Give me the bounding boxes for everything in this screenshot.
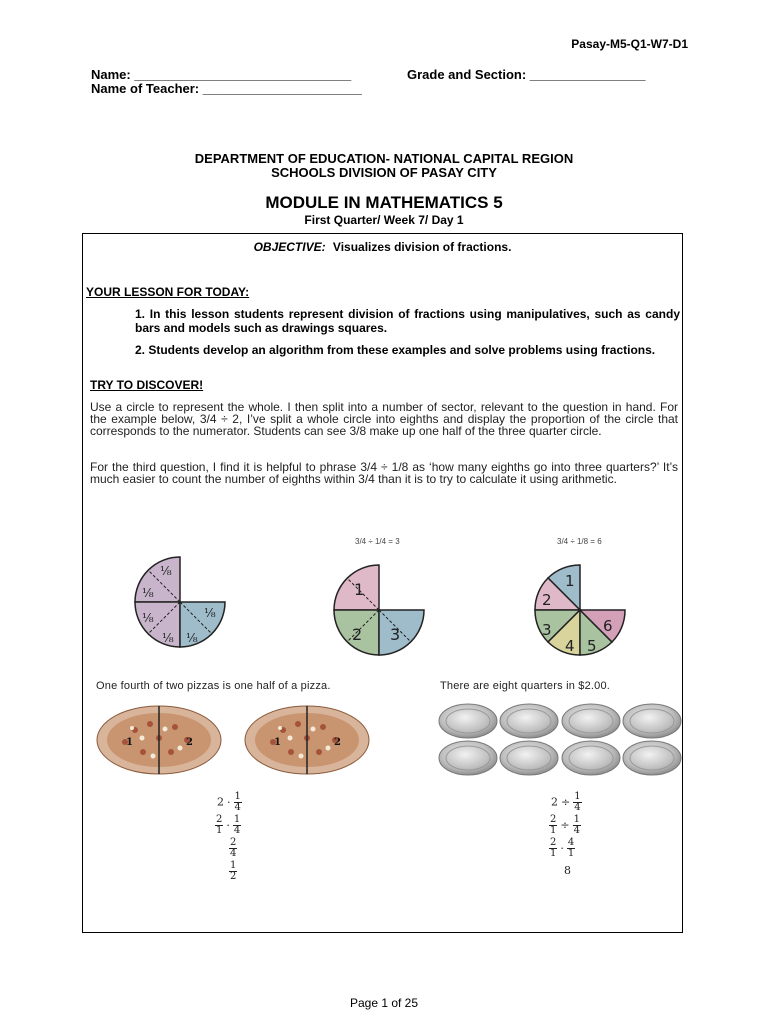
name-field[interactable]: Name: ______________________________ [91,67,352,82]
denominator: 1 [216,825,223,836]
objective-text: Visualizes division of fractions. [332,240,512,254]
denominator: 4 [233,825,241,836]
left-step-2-fraction-a [215,815,223,836]
circle2-equation: 3/4 ÷ 1/4 = 3 [355,537,400,546]
module-subtitle: First Quarter/ Week 7/ Day 1 [304,213,464,227]
sector-label-1: 1 [565,572,575,590]
right-step-2-fraction-b [573,815,581,836]
eighth-label-3: ⅛ [142,611,154,625]
eighth-label-2: ⅛ [142,586,154,600]
coin-row-bottom [439,741,681,775]
six-eighths-circle [535,565,625,655]
pizzas-figure [95,700,375,780]
right-step-3-operator: · [560,841,564,855]
grade-section-field[interactable]: Grade and Section: ________________ [407,67,646,82]
denominator: 1 [567,848,575,859]
denominator: 1 [550,825,557,836]
left-step-4-fraction [229,861,237,882]
department-heading: DEPARTMENT OF EDUCATION- NATIONAL CAPITAL REGION [194,151,574,166]
numerator: 2 [216,814,223,825]
right-step-2-operator: ÷ [560,818,570,832]
fraction-circles-figure [120,540,660,665]
pizza-right-half-2: 2 [334,737,341,748]
numerator: 1 [234,791,241,802]
right-step-2 [549,815,581,836]
discover-paragraph-2: For the third question, I find it is helpful to phrase 3/4 ÷ 1/8 as ‘how many eighths go into three quarters?’ It’s much easier to count the number of eighths within 3/4 than it is to try to calculate it using arithmetic. [90,460,678,486]
left-step-3 [229,838,237,859]
numerator: 2 [550,814,557,825]
left-step-3-fraction [229,838,237,859]
sector-label-5: 5 [587,637,597,655]
eighth-label-1: ⅛ [160,564,172,578]
discover-heading: TRY TO DISCOVER! [90,378,204,392]
pizza-left-half-2: 2 [186,737,193,748]
numerator: 1 [233,814,241,825]
circle3-equation: 3/4 ÷ 1/8 = 6 [557,537,602,546]
quarters-coins-figure [438,702,683,778]
numerator: 2 [230,837,237,848]
right-step-1-whole: 2 [551,795,558,809]
quarter-label-1: 1 [354,580,365,599]
quarter-label-2: 2 [352,625,363,644]
teacher-field[interactable]: Name of Teacher: ______________________ [91,81,362,96]
numerator: 1 [574,791,581,802]
division-heading: SCHOOLS DIVISION OF PASAY CITY [271,165,497,180]
numerator: 4 [567,837,575,848]
objective-line [82,240,683,254]
left-step-1-whole: 2 [217,795,224,809]
denominator: 4 [230,848,237,859]
pizza-right [245,706,369,774]
eighth-label-4: ⅛ [162,631,174,645]
eighth-label-6: ⅛ [204,606,216,620]
numerator: 1 [573,814,580,825]
lesson-heading: YOUR LESSON FOR TODAY: [86,285,250,299]
lesson-item-1: 1. In this lesson students represent division of fractions using manipulatives, such as candy bars and models such as drawings squares. [135,307,680,335]
right-step-2-fraction-a [549,815,557,836]
left-step-4 [229,861,237,882]
eighths-circle [135,557,225,647]
left-step-2-operator: · [226,818,230,832]
denominator: 4 [573,825,580,836]
sector-label-4: 4 [565,637,575,655]
coins-caption: There are eight quarters in $2.00. [440,680,611,692]
right-step-3-fraction-a [549,838,557,859]
left-step-1 [217,792,242,813]
pizza-left-half-1: 1 [126,737,133,748]
coin-row-top [439,704,681,738]
left-step-1-operator: · [227,795,231,809]
quarter-label-3: 3 [390,625,401,644]
lesson-item-2: 2. Students develop an algorithm from these examples and solve problems using fractions. [135,343,656,357]
denominator: 4 [234,802,241,813]
sector-label-6: 6 [603,617,613,635]
denominator: 2 [230,871,237,882]
eighth-label-5: ⅛ [186,631,198,645]
document-code: Pasay-M5-Q1-W7-D1 [571,37,688,51]
quarters-circle [334,565,424,655]
numerator: 2 [550,837,557,848]
sector-label-2: 2 [542,591,552,609]
sector-label-3: 3 [542,621,552,639]
pizza-left [97,706,221,774]
module-title: MODULE IN MATHEMATICS 5 [265,193,503,212]
pizza-right-half-1: 1 [274,737,281,748]
numerator: 1 [230,860,237,871]
denominator: 4 [574,802,581,813]
right-step-1-fraction [573,792,581,813]
right-step-3 [549,838,575,859]
right-step-1-operator: ÷ [561,795,571,809]
denominator: 1 [550,848,557,859]
right-step-4: 8 [564,864,571,877]
pizza-caption: One fourth of two pizzas is one half of a pizza. [96,680,331,692]
left-step-2 [215,815,241,836]
left-step-2-fraction-b [233,815,241,836]
discover-paragraph-1: Use a circle to represent the whole. I then split into a number of sector, relevant to the question in hand. For the example below, 3/4 ÷ 2, I’ve split a whole circle into eighths and display the proportion of the circle that corresponds to the numerator. Students can see 3/8 make up one half of the three quarter circle. [90,400,678,438]
right-step-1 [551,792,582,813]
right-step-3-fraction-b [567,838,575,859]
page-number: Page 1 of 25 [349,996,419,1010]
left-step-1-fraction [234,792,242,813]
objective-label: OBJECTIVE: [253,240,326,254]
